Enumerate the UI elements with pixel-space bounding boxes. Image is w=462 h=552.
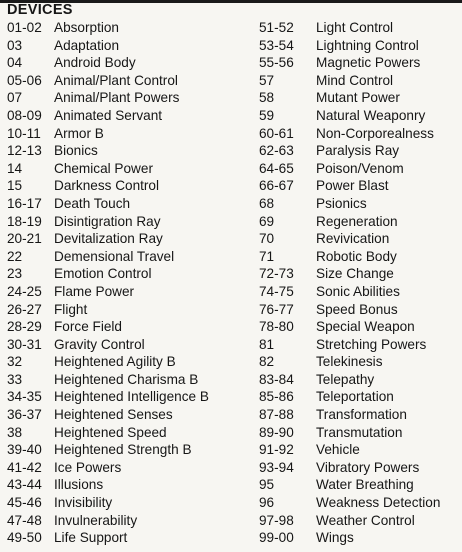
table-title: DEVICES bbox=[7, 2, 73, 18]
device-name: Gravity Control bbox=[54, 336, 145, 352]
roll-range: 70 bbox=[259, 231, 275, 247]
table-row bbox=[259, 248, 459, 266]
device-name: Android Body bbox=[54, 55, 136, 71]
table-row bbox=[7, 353, 247, 371]
roll-range: 83-84 bbox=[259, 371, 294, 387]
roll-range: 47-48 bbox=[7, 512, 42, 528]
roll-range: 03 bbox=[7, 37, 23, 53]
device-name: Wings bbox=[316, 530, 354, 546]
roll-range: 39-40 bbox=[7, 442, 42, 458]
roll-range: 45-46 bbox=[7, 495, 42, 511]
device-name: Vibratory Powers bbox=[316, 459, 420, 475]
roll-range: 33 bbox=[7, 371, 23, 387]
roll-range: 72-73 bbox=[259, 266, 294, 282]
table-row bbox=[7, 476, 247, 494]
roll-range: 12-13 bbox=[7, 143, 42, 159]
device-name: Death Touch bbox=[54, 195, 131, 211]
device-name: Heightened Strength B bbox=[54, 442, 192, 458]
device-name: Power Blast bbox=[316, 178, 389, 194]
table-row bbox=[259, 459, 459, 477]
device-name: Robotic Body bbox=[316, 248, 397, 264]
roll-range: 57 bbox=[259, 72, 275, 88]
device-name: Heightened Intelligence B bbox=[54, 389, 209, 405]
roll-range: 30-31 bbox=[7, 336, 42, 352]
roll-range: 32 bbox=[7, 354, 23, 370]
roll-range: 68 bbox=[259, 195, 275, 211]
table-row bbox=[259, 529, 459, 547]
roll-range: 01-02 bbox=[7, 20, 42, 35]
device-name: Invisibility bbox=[54, 495, 113, 511]
device-name: Disintigration Ray bbox=[54, 213, 161, 229]
device-name: Non-Corporealness bbox=[316, 125, 434, 141]
table-row bbox=[7, 318, 247, 336]
table-row bbox=[259, 107, 459, 125]
roll-range: 62-63 bbox=[259, 143, 294, 159]
table-row bbox=[259, 54, 459, 72]
table-row bbox=[7, 265, 247, 283]
roll-range: 55-56 bbox=[259, 55, 294, 71]
roll-range: 28-29 bbox=[7, 319, 42, 335]
table-row bbox=[259, 494, 459, 512]
device-name: Mutant Power bbox=[316, 90, 400, 106]
roll-range: 36-37 bbox=[7, 407, 42, 423]
device-name: Size Change bbox=[316, 266, 394, 282]
device-name: Flame Power bbox=[54, 283, 135, 299]
device-name: Life Support bbox=[54, 530, 128, 546]
device-name: Absorption bbox=[54, 20, 119, 35]
device-name: Adaptation bbox=[54, 37, 120, 53]
roll-range: 34-35 bbox=[7, 389, 42, 405]
table-row bbox=[7, 37, 247, 55]
table-row bbox=[259, 125, 459, 143]
device-name: Lightning Control bbox=[316, 37, 419, 53]
roll-range: 23 bbox=[7, 266, 23, 282]
device-name: Chemical Power bbox=[54, 160, 153, 176]
device-name: Vehicle bbox=[316, 442, 360, 458]
device-name: Illusions bbox=[54, 477, 104, 493]
table-row bbox=[7, 195, 247, 213]
table-row bbox=[259, 177, 459, 195]
device-name: Mind Control bbox=[316, 72, 394, 88]
roll-range: 41-42 bbox=[7, 459, 42, 475]
device-name: Revivication bbox=[316, 231, 390, 247]
device-name: Water Breathing bbox=[316, 477, 414, 493]
table-row bbox=[259, 37, 459, 55]
roll-range: 43-44 bbox=[7, 477, 42, 493]
device-name: Armor B bbox=[54, 125, 104, 141]
device-name: Light Control bbox=[316, 20, 394, 35]
device-name: Poison/Venom bbox=[316, 160, 404, 176]
table-row bbox=[7, 529, 247, 547]
table-row bbox=[259, 476, 459, 494]
table-row bbox=[7, 230, 247, 248]
device-name: Animated Servant bbox=[54, 107, 163, 123]
roll-range: 89-90 bbox=[259, 424, 294, 440]
roll-range: 24-25 bbox=[7, 283, 42, 299]
table-row bbox=[259, 336, 459, 354]
table-row bbox=[7, 72, 247, 90]
table-row bbox=[7, 54, 247, 72]
roll-range: 74-75 bbox=[259, 283, 294, 299]
device-name: Devitalization Ray bbox=[54, 231, 163, 247]
device-name: Ice Powers bbox=[54, 459, 122, 475]
roll-range: 07 bbox=[7, 90, 23, 106]
roll-range: 78-80 bbox=[259, 319, 294, 335]
table-row bbox=[259, 213, 459, 231]
table-row bbox=[7, 177, 247, 195]
roll-range: 82 bbox=[259, 354, 275, 370]
table-row bbox=[7, 371, 247, 389]
roll-range: 69 bbox=[259, 213, 275, 229]
device-name: Sonic Abilities bbox=[316, 283, 400, 299]
roll-range: 04 bbox=[7, 55, 23, 71]
table-row bbox=[7, 213, 247, 231]
roll-range: 26-27 bbox=[7, 301, 42, 317]
table-row bbox=[7, 142, 247, 160]
device-name: Teleportation bbox=[316, 389, 394, 405]
device-name: Bionics bbox=[54, 143, 98, 159]
roll-range: 58 bbox=[259, 90, 275, 106]
table-row bbox=[7, 459, 247, 477]
table-row bbox=[259, 318, 459, 336]
table-row bbox=[259, 265, 459, 283]
roll-range: 66-67 bbox=[259, 178, 294, 194]
device-name: Demensional Travel bbox=[54, 248, 175, 264]
device-name: Darkness Control bbox=[54, 178, 160, 194]
roll-range: 93-94 bbox=[259, 459, 294, 475]
roll-range: 81 bbox=[259, 336, 275, 352]
table-row bbox=[7, 388, 247, 406]
device-name: Telekinesis bbox=[316, 354, 383, 370]
device-name: Heightened Agility B bbox=[54, 354, 176, 370]
table-row bbox=[7, 125, 247, 143]
roll-range: 64-65 bbox=[259, 160, 294, 176]
table-row bbox=[259, 230, 459, 248]
table-row bbox=[259, 301, 459, 319]
roll-range: 53-54 bbox=[259, 37, 294, 53]
roll-range: 96 bbox=[259, 495, 275, 511]
roll-range: 85-86 bbox=[259, 389, 294, 405]
device-name: Psionics bbox=[316, 195, 367, 211]
right-column bbox=[259, 19, 459, 547]
roll-range: 87-88 bbox=[259, 407, 294, 423]
table-row bbox=[7, 19, 247, 37]
roll-range: 99-00 bbox=[259, 530, 294, 546]
device-name: Flight bbox=[54, 301, 88, 317]
table-row bbox=[259, 283, 459, 301]
table-row bbox=[259, 388, 459, 406]
device-name: Paralysis Ray bbox=[316, 143, 400, 159]
roll-range: 14 bbox=[7, 160, 23, 176]
device-name: Stretching Powers bbox=[316, 336, 427, 352]
device-name: Animal/Plant Control bbox=[54, 72, 178, 88]
device-name: Regeneration bbox=[316, 213, 398, 229]
roll-range: 60-61 bbox=[259, 125, 294, 141]
device-name: Weakness Detection bbox=[316, 495, 441, 511]
table-row bbox=[259, 406, 459, 424]
device-name: Heightened Charisma B bbox=[54, 371, 199, 387]
roll-range: 08-09 bbox=[7, 107, 42, 123]
table-row bbox=[7, 89, 247, 107]
roll-range: 51-52 bbox=[259, 20, 294, 35]
left-column bbox=[7, 19, 247, 547]
roll-range: 76-77 bbox=[259, 301, 294, 317]
table-row bbox=[7, 512, 247, 530]
table-row bbox=[7, 248, 247, 266]
device-name: Emotion Control bbox=[54, 266, 152, 282]
roll-range: 22 bbox=[7, 248, 23, 264]
table-row bbox=[259, 371, 459, 389]
roll-range: 15 bbox=[7, 178, 23, 194]
table-row bbox=[259, 512, 459, 530]
roll-range: 71 bbox=[259, 248, 275, 264]
table-row bbox=[7, 107, 247, 125]
device-name: Heightened Speed bbox=[54, 424, 167, 440]
device-name: Telepathy bbox=[316, 371, 375, 387]
table-row bbox=[7, 441, 247, 459]
roll-range: 16-17 bbox=[7, 195, 42, 211]
table-row bbox=[259, 19, 459, 37]
roll-range: 49-50 bbox=[7, 530, 42, 546]
table-row bbox=[259, 195, 459, 213]
roll-range: 20-21 bbox=[7, 231, 42, 247]
table-row bbox=[259, 160, 459, 178]
table-row bbox=[7, 424, 247, 442]
device-name: Weather Control bbox=[316, 512, 415, 528]
table-row bbox=[259, 441, 459, 459]
device-name: Animal/Plant Powers bbox=[54, 90, 180, 106]
roll-range: 10-11 bbox=[7, 125, 41, 141]
table-row bbox=[259, 142, 459, 160]
device-name: Transmutation bbox=[316, 424, 403, 440]
table-row bbox=[7, 160, 247, 178]
roll-range: 95 bbox=[259, 477, 275, 493]
table-row bbox=[7, 283, 247, 301]
device-name: Natural Weaponry bbox=[316, 107, 426, 123]
device-name: Special Weapon bbox=[316, 319, 415, 335]
device-name: Force Field bbox=[54, 319, 122, 335]
table-row bbox=[259, 424, 459, 442]
table-row bbox=[259, 353, 459, 371]
roll-range: 91-92 bbox=[259, 442, 294, 458]
device-name: Invulnerability bbox=[54, 512, 138, 528]
table-row bbox=[7, 494, 247, 512]
device-name: Heightened Senses bbox=[54, 407, 173, 423]
table-row bbox=[259, 72, 459, 90]
roll-range: 38 bbox=[7, 424, 23, 440]
device-name: Transformation bbox=[316, 407, 407, 423]
device-name: Magnetic Powers bbox=[316, 55, 421, 71]
roll-range: 59 bbox=[259, 107, 275, 123]
roll-range: 18-19 bbox=[7, 213, 42, 229]
table-row bbox=[7, 406, 247, 424]
roll-range: 05-06 bbox=[7, 72, 42, 88]
roll-range: 97-98 bbox=[259, 512, 294, 528]
device-name: Speed Bonus bbox=[316, 301, 398, 317]
table-row bbox=[7, 336, 247, 354]
table-row bbox=[7, 301, 247, 319]
table-row bbox=[259, 89, 459, 107]
